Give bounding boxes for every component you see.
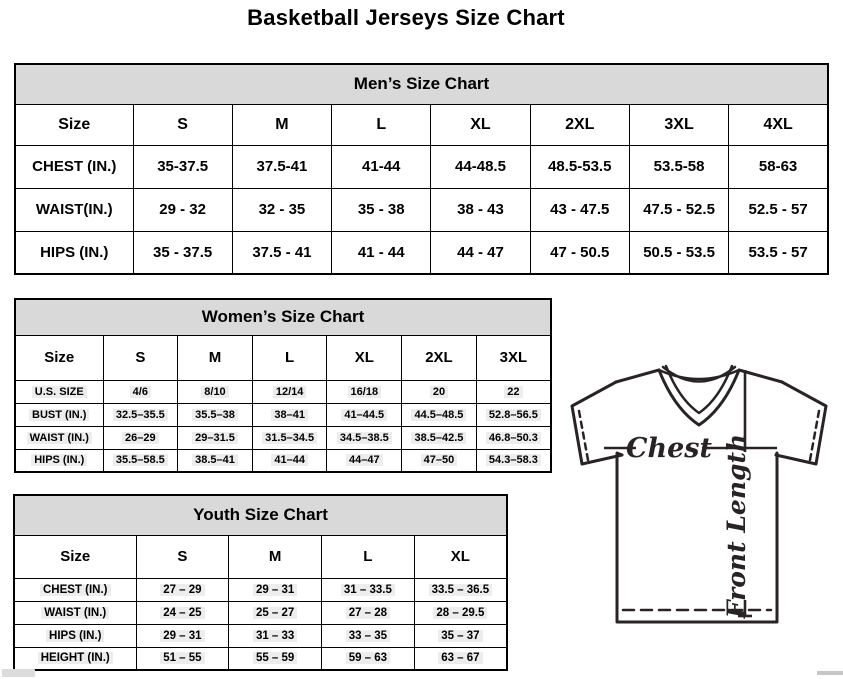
row-label: [14, 601, 136, 624]
table-cell: [103, 403, 178, 426]
cell-value: 22: [504, 386, 522, 398]
cell-value: 54.3–58.3: [486, 454, 541, 466]
column-header: 2XL: [402, 335, 477, 380]
column-header: S: [136, 535, 229, 578]
table-cell: [322, 601, 415, 624]
cell-value: 46.8–50.3: [486, 432, 541, 444]
column-header: XL: [431, 104, 530, 145]
mens-size-table: [14, 63, 829, 275]
cell-value: 4/6: [130, 386, 151, 398]
table-row: [15, 426, 551, 449]
cell-value: 20: [430, 386, 448, 398]
column-header: M: [232, 104, 331, 145]
cell-value: 41–44.5: [341, 409, 387, 421]
cell-value: 12/14: [273, 386, 307, 398]
table-cell: 32 - 35: [232, 188, 331, 231]
table-cell: 53.5 - 57: [729, 231, 828, 274]
table-cell: [103, 426, 178, 449]
cell-value: 24 – 25: [160, 607, 204, 619]
row-label-text: BUST (IN.): [29, 409, 89, 421]
table-cell: [252, 449, 327, 472]
table-cell: [136, 578, 229, 601]
column-header: S: [103, 335, 178, 380]
column-header: XL: [414, 535, 507, 578]
table-cell: [229, 624, 322, 647]
table-cell: 44-48.5: [431, 145, 530, 188]
table-cell: [414, 624, 507, 647]
row-label: [15, 403, 103, 426]
table-cell: [252, 380, 327, 403]
column-header: S: [133, 104, 232, 145]
table-cell: [229, 647, 322, 670]
column-header: Size: [15, 335, 103, 380]
table-cell: [229, 601, 322, 624]
table-cell: 37.5-41: [232, 145, 331, 188]
row-label-text: HIPS (IN.): [31, 454, 87, 466]
cell-value: 51 – 55: [160, 652, 204, 664]
table-cell: 43 - 47.5: [530, 188, 629, 231]
cell-value: 29 – 31: [253, 584, 297, 596]
column-header: Size: [15, 104, 133, 145]
cell-value: 26–29: [122, 432, 159, 444]
table-cell: [476, 380, 551, 403]
cell-value: 27 – 29: [160, 584, 204, 596]
table-cell: [103, 380, 178, 403]
youth-table-title: Youth Size Chart: [14, 495, 507, 535]
cell-value: 29–31.5: [192, 432, 238, 444]
womens-table-title: Women’s Size Chart: [15, 299, 551, 335]
column-header: 3XL: [476, 335, 551, 380]
row-label-text: WAIST (IN.): [27, 432, 92, 444]
row-label: [14, 578, 136, 601]
table-row: [15, 145, 828, 188]
table-cell: [136, 624, 229, 647]
cell-value: 33 – 35: [346, 630, 390, 642]
table-cell: 37.5 - 41: [232, 231, 331, 274]
table-cell: 35 - 37.5: [133, 231, 232, 274]
table-cell: [103, 449, 178, 472]
row-label: WAIST(IN.): [15, 188, 133, 231]
row-label-text: U.S. SIZE: [32, 386, 87, 398]
table-cell: [327, 403, 402, 426]
cell-value: 38–41: [271, 409, 308, 421]
table-cell: 58-63: [729, 145, 828, 188]
cell-value: 35.5–38: [192, 409, 238, 421]
cell-value: 55 – 59: [253, 652, 297, 664]
table-cell: 35 - 38: [332, 188, 431, 231]
cell-value: 44–47: [346, 454, 383, 466]
cell-value: 59 – 63: [346, 652, 390, 664]
table-row: [15, 335, 551, 380]
cell-value: 63 – 67: [438, 652, 482, 664]
table-cell: 47 - 50.5: [530, 231, 629, 274]
table-cell: [327, 426, 402, 449]
table-cell: 47.5 - 52.5: [629, 188, 728, 231]
column-header: XL: [327, 335, 402, 380]
column-header: L: [252, 335, 327, 380]
table-cell: 44 - 47: [431, 231, 530, 274]
table-cell: [476, 426, 551, 449]
cell-value: 44.5–48.5: [411, 409, 466, 421]
table-cell: 29 - 32: [133, 188, 232, 231]
table-row: [14, 647, 507, 670]
cell-value: 32.5–35.5: [113, 409, 168, 421]
table-cell: [414, 578, 507, 601]
table-cell: [476, 403, 551, 426]
table-cell: 41 - 44: [332, 231, 431, 274]
table-row: [15, 104, 828, 145]
cell-value: 38.5–42.5: [411, 432, 466, 444]
table-row: [15, 231, 828, 274]
table-row: [14, 578, 507, 601]
table-cell: 52.5 - 57: [729, 188, 828, 231]
jersey-outline-icon: [572, 366, 826, 622]
cell-value: 47–50: [421, 454, 458, 466]
table-cell: [178, 449, 253, 472]
table-row: [15, 188, 828, 231]
row-label: [15, 380, 103, 403]
cell-value: 35.5–58.5: [113, 454, 168, 466]
page-title: Basketball Jerseys Size Chart: [247, 5, 565, 30]
cell-value: 28 – 29.5: [433, 607, 487, 619]
womens-size-table: [14, 298, 552, 473]
table-row: [14, 495, 507, 535]
cell-value: 38.5–41: [192, 454, 238, 466]
table-cell: 41-44: [332, 145, 431, 188]
table-cell: [327, 380, 402, 403]
table-row: [14, 601, 507, 624]
column-header: 2XL: [530, 104, 629, 145]
mens-table-title: Men’s Size Chart: [15, 64, 828, 104]
scrollbar-fragment-left: [2, 669, 35, 677]
row-label-text: WAIST (IN.): [41, 607, 109, 619]
front-length-label: Front Length: [722, 433, 751, 619]
row-label: HIPS (IN.): [15, 231, 133, 274]
table-cell: [402, 426, 477, 449]
table-cell: [476, 449, 551, 472]
table-cell: [402, 380, 477, 403]
jersey-measurement-diagram: [556, 358, 842, 646]
table-cell: [402, 449, 477, 472]
column-header: M: [229, 535, 322, 578]
cell-value: 27 – 28: [346, 607, 390, 619]
table-cell: 50.5 - 53.5: [629, 231, 728, 274]
table-cell: 38 - 43: [431, 188, 530, 231]
cell-value: 31 – 33: [253, 630, 297, 642]
table-cell: [229, 578, 322, 601]
row-label: [15, 426, 103, 449]
table-cell: [136, 647, 229, 670]
table-cell: [178, 426, 253, 449]
table-row: [15, 299, 551, 335]
table-cell: [327, 449, 402, 472]
table-cell: 48.5-53.5: [530, 145, 629, 188]
row-label: CHEST (IN.): [15, 145, 133, 188]
row-label: [14, 624, 136, 647]
youth-size-table: [13, 494, 508, 671]
table-row: [15, 64, 828, 104]
cell-value: 31 – 33.5: [341, 584, 395, 596]
cell-value: 34.5–38.5: [337, 432, 392, 444]
cell-value: 31.5–34.5: [262, 432, 317, 444]
cell-value: 16/18: [348, 386, 382, 398]
cell-value: 52.8–56.5: [486, 409, 541, 421]
table-row: [15, 449, 551, 472]
table-cell: 53.5-58: [629, 145, 728, 188]
table-cell: [136, 601, 229, 624]
row-label-text: CHEST (IN.): [40, 584, 111, 596]
row-label: [15, 449, 103, 472]
column-header: 3XL: [629, 104, 728, 145]
cell-value: 8/10: [201, 386, 228, 398]
table-row: [15, 380, 551, 403]
column-header: L: [322, 535, 415, 578]
row-label: [14, 647, 136, 670]
row-label-text: HEIGHT (IN.): [38, 652, 113, 664]
cell-value: 35 – 37: [438, 630, 482, 642]
table-row: [15, 403, 551, 426]
table-cell: [402, 403, 477, 426]
table-cell: [252, 403, 327, 426]
scrollbar-fragment-right: [817, 671, 843, 675]
table-cell: [414, 647, 507, 670]
table-cell: 35-37.5: [133, 145, 232, 188]
cell-value: 41–44: [271, 454, 308, 466]
column-header: L: [332, 104, 431, 145]
cell-value: 29 – 31: [160, 630, 204, 642]
table-cell: [178, 380, 253, 403]
table-cell: [322, 647, 415, 670]
table-cell: [322, 578, 415, 601]
table-row: [14, 535, 507, 578]
column-header: 4XL: [729, 104, 828, 145]
table-cell: [414, 601, 507, 624]
column-header: M: [178, 335, 253, 380]
row-label-text: HIPS (IN.): [46, 630, 104, 642]
table-cell: [322, 624, 415, 647]
cell-value: 25 – 27: [253, 607, 297, 619]
column-header: Size: [14, 535, 136, 578]
cell-value: 33.5 – 36.5: [429, 584, 493, 596]
table-row: [14, 624, 507, 647]
chest-label: Chest: [626, 433, 712, 464]
table-cell: [178, 403, 253, 426]
table-cell: [252, 426, 327, 449]
